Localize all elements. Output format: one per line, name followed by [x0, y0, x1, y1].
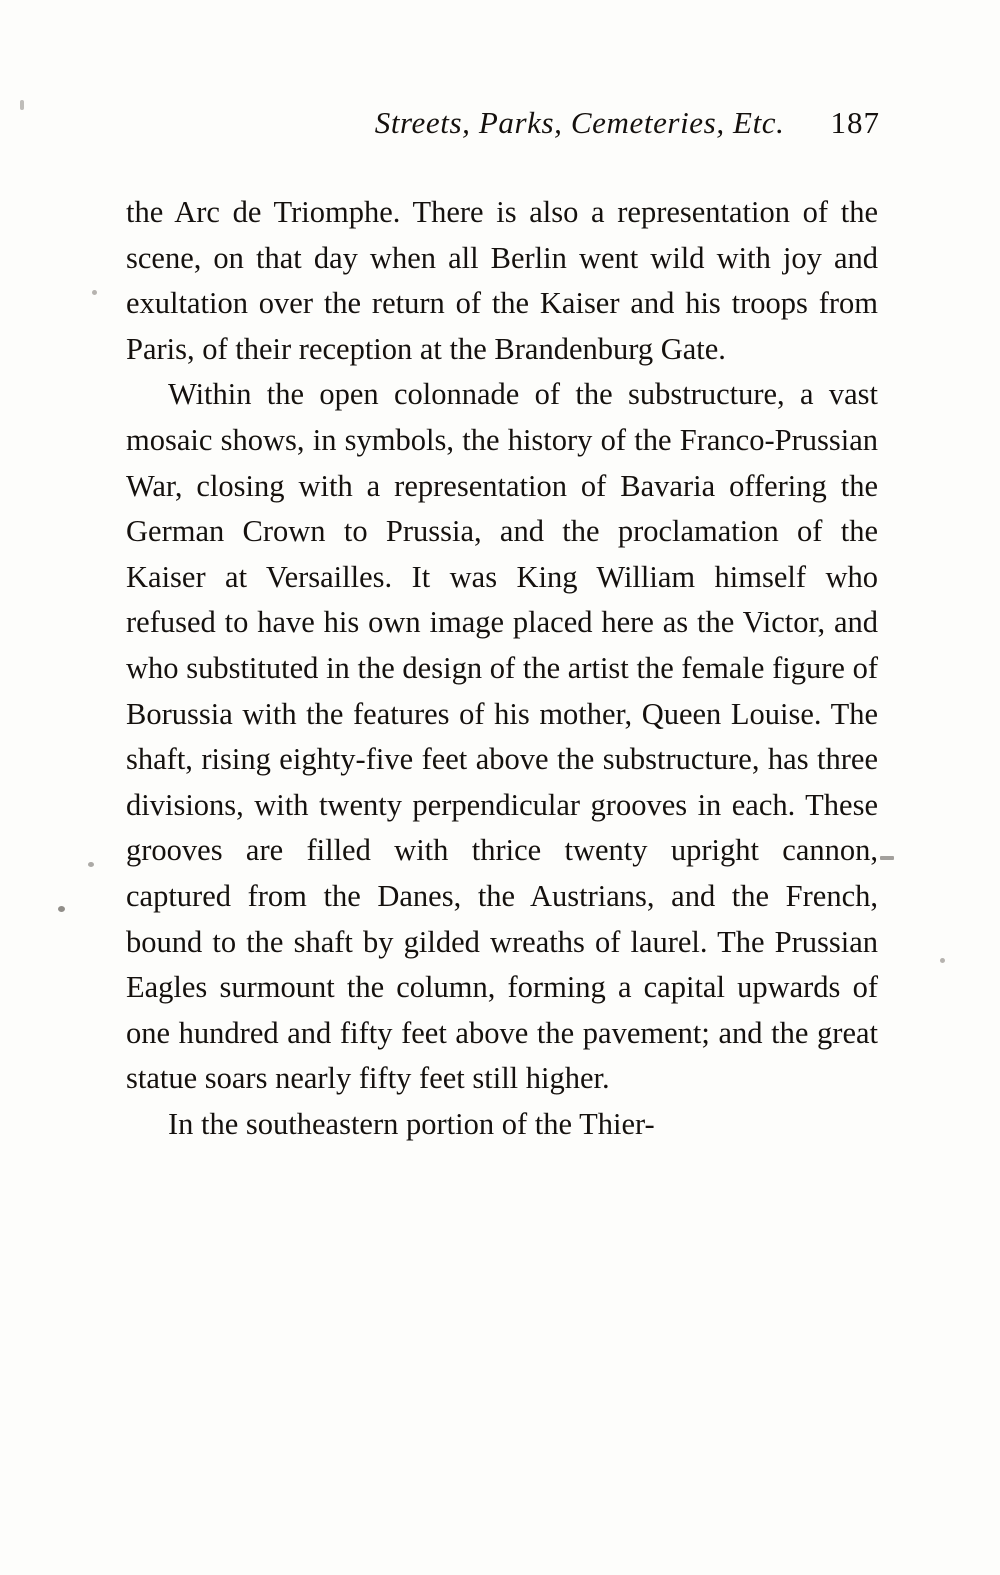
scan-speck — [92, 290, 97, 295]
page-number: 187 — [830, 105, 880, 140]
running-title: Streets, Parks, Cemeteries, Etc. — [374, 105, 785, 140]
paragraph: In the southeastern portion of the Thier- — [168, 1106, 655, 1141]
page-header — [120, 105, 880, 141]
paragraph: Within the open colonnade of the substructure, a vast mosaic shows, in symbols, the history of the Franco-Prussian War, closing with a representation of Bavaria offering the German Crown to Prussia, and the proclamation of the Kaiser at Versailles. It was King William himself who refused to have his own image placed here as the Victor, and who substituted in the design of the artist the female figure of Borussia with the features of his mother, Queen Louise. The shaft, rising eighty-five feet above the substructure, has three divisions, with twenty perpendicular grooves in each. These grooves are filled with thrice twenty upright cannon, captured from the Danes, the Austrians, and the French, bound to the shaft by gilded wreaths of laurel. The Prussian Eagles surmount the column, forming a capital upwards of one hundred and fifty feet above the pavement; and the great statue soars nearly fifty feet still higher. — [126, 377, 878, 1096]
scan-speck — [20, 100, 24, 110]
scan-speck — [940, 958, 945, 963]
scan-speck — [880, 856, 894, 860]
page-body — [126, 190, 878, 1147]
paragraph: the Arc de Triomphe. There is also a representation of the scene, on that day when all Berlin went wild with joy and exultation over the return of the Kaiser and his troops from Paris, of their reception at the Brandenburg Gate. — [126, 195, 878, 366]
scan-speck — [88, 862, 94, 867]
scan-speck — [58, 906, 65, 912]
